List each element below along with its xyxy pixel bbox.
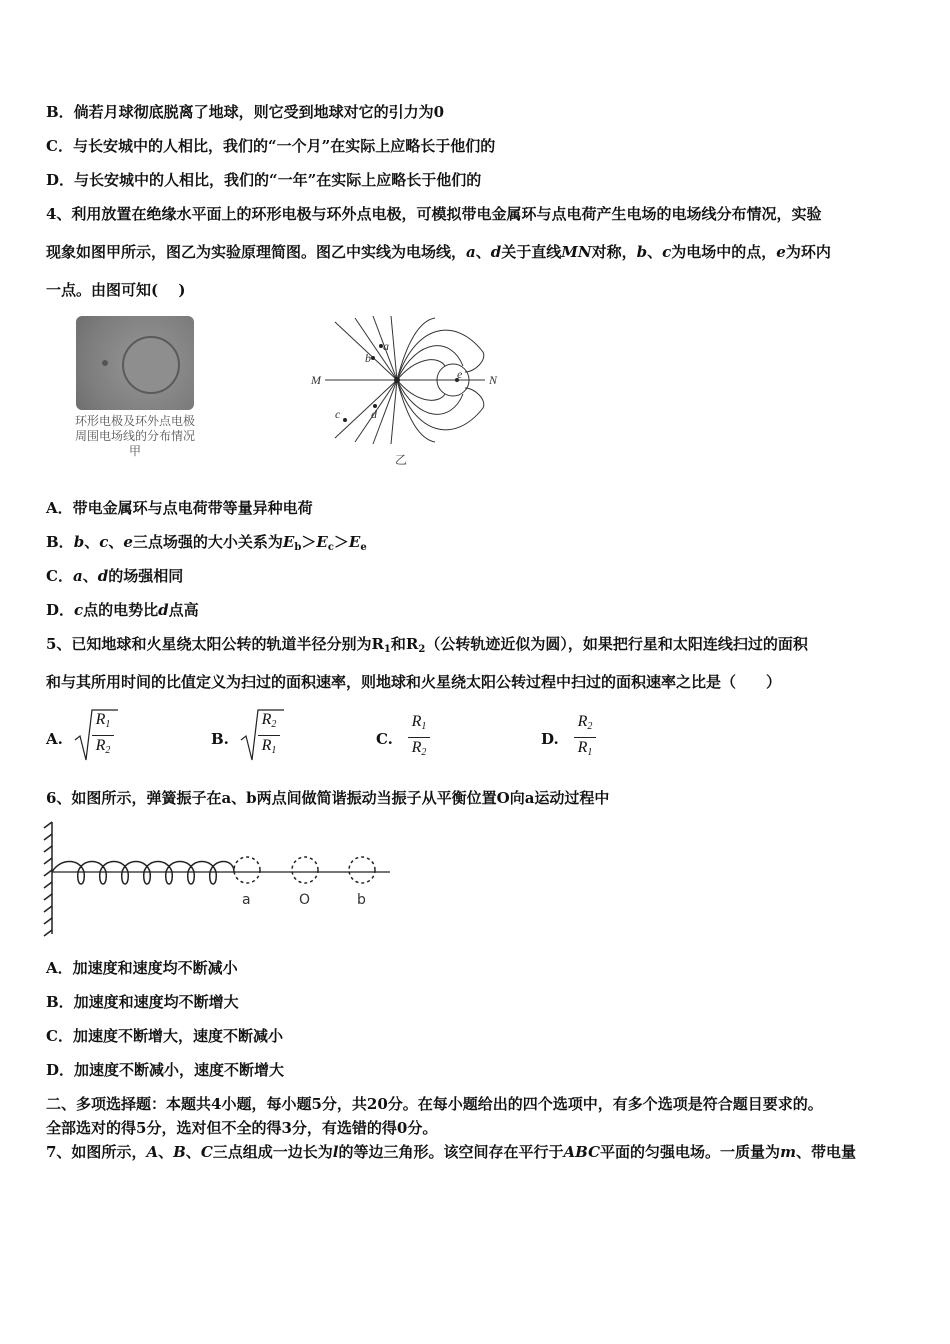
section2-line2: 全部选对的得5分，选对但不全的得3分，有选错的得0分。 (46, 1119, 438, 1137)
position-o-circle (292, 857, 318, 883)
section2-line1: 二、多项选择题：本题共4小题，每小题5分，共20分。在每小题给出的四个选项中，有多个选项是符合题目要求的。 (46, 1095, 823, 1113)
q5-fraction-d: $R_2$ $R_1$ (572, 712, 598, 763)
q5-line1: 5、已知地球和火星绕太阳公转的轨道半径分别为$R_1$和$R_2$（公转轨迹近似为圆），如果把行星和太阳连线扫过的面积 (46, 635, 808, 655)
q4-option-c: C．a、d的场强相同 (46, 567, 184, 585)
q5-fraction-b: $R_2$ $R_1$ (256, 710, 282, 761)
label-o: O (299, 892, 311, 908)
q6-option-c: C．加速度不断增大，速度不断减小 (46, 1027, 283, 1045)
q6-option-d: D．加速度不断减小，速度不断增大 (46, 1061, 285, 1079)
position-b-circle (349, 857, 375, 883)
q5-option-d-label: D. (541, 730, 559, 748)
q4-line3: 一点。由图可知( ) (46, 281, 186, 299)
q5-line2: 和与其所用时间的比值定义为扫过的面积速率，则地球和火星绕太阳公转过程中扫过的面积速率之比是（ ） (46, 673, 782, 691)
label-d: d (371, 407, 377, 421)
label-a: a (242, 892, 251, 908)
q3-option-c: C．与长安城中的人相比，我们的“一个月”在实际上应略长于他们的 (46, 137, 496, 155)
q6-line1: 6、如图所示，弹簧振子在a、b两点间做简谐振动当振子从平衡位置O向a运动过程中 (46, 789, 610, 807)
label-a: a (383, 339, 389, 353)
point-charge (394, 377, 400, 383)
label-e: e (457, 367, 463, 381)
label-c: c (335, 407, 341, 421)
q4-option-a: A．带电金属环与点电荷带等量异种电荷 (46, 499, 313, 517)
label-m: M (311, 373, 321, 387)
spring-oscillator-diagram (40, 818, 400, 940)
spring (52, 862, 234, 885)
q5-option-c-label: C. (376, 730, 393, 748)
label-b: b (357, 892, 366, 908)
q4-line1: 4、利用放置在绝缘水平面上的环形电极与环外点电极，可模拟带电金属环与点电荷产生电场的电场线分布情况，实验 (46, 205, 822, 223)
q4-option-b: B．b、c、e三点场强的大小关系为$E_b>E_c>E_e$ (46, 533, 367, 553)
label-b: b (365, 351, 371, 365)
ring-electrode-photo (76, 316, 194, 410)
q5-option-a-label: A. (46, 730, 63, 748)
q4-line2: 现象如图甲所示，图乙为实验原理简图。图乙中实线为电场线，a、d关于直线MN对称，b、c为电场中的点，e为环内 (46, 243, 831, 261)
q5-fraction-c: $R_1$ $R_2$ (406, 712, 432, 763)
q6-option-b: B．加速度和速度均不断增大 (46, 993, 239, 1011)
q3-option-d: D．与长安城中的人相比，我们的“一年”在实际上应略长于他们的 (46, 171, 482, 189)
q3-option-b: B．倘若月球彻底脱离了地球，则它受到地球对它的引力为0 (46, 103, 445, 121)
fig-yi-caption: 乙 (395, 453, 408, 467)
position-a-circle (234, 857, 260, 883)
q4-option-d: D．c点的电势比d点高 (46, 601, 199, 619)
q5-fraction-a: $R_1$ $R_2$ (90, 710, 116, 761)
fig-jia-caption: 环形电极及环外点电极 周围电场线的分布情况 甲 (74, 414, 195, 458)
q5-option-b-label: B. (211, 730, 229, 748)
q7-line1: 7、如图所示，A、B、C三点组成一边长为l的等边三角形。该空间存在平行于ABC平面的匀强电场。一质量为m、带电量 (46, 1143, 856, 1161)
label-n: N (489, 373, 498, 387)
field-line-diagram (305, 316, 505, 470)
q6-option-a: A．加速度和速度均不断减小 (46, 959, 238, 977)
